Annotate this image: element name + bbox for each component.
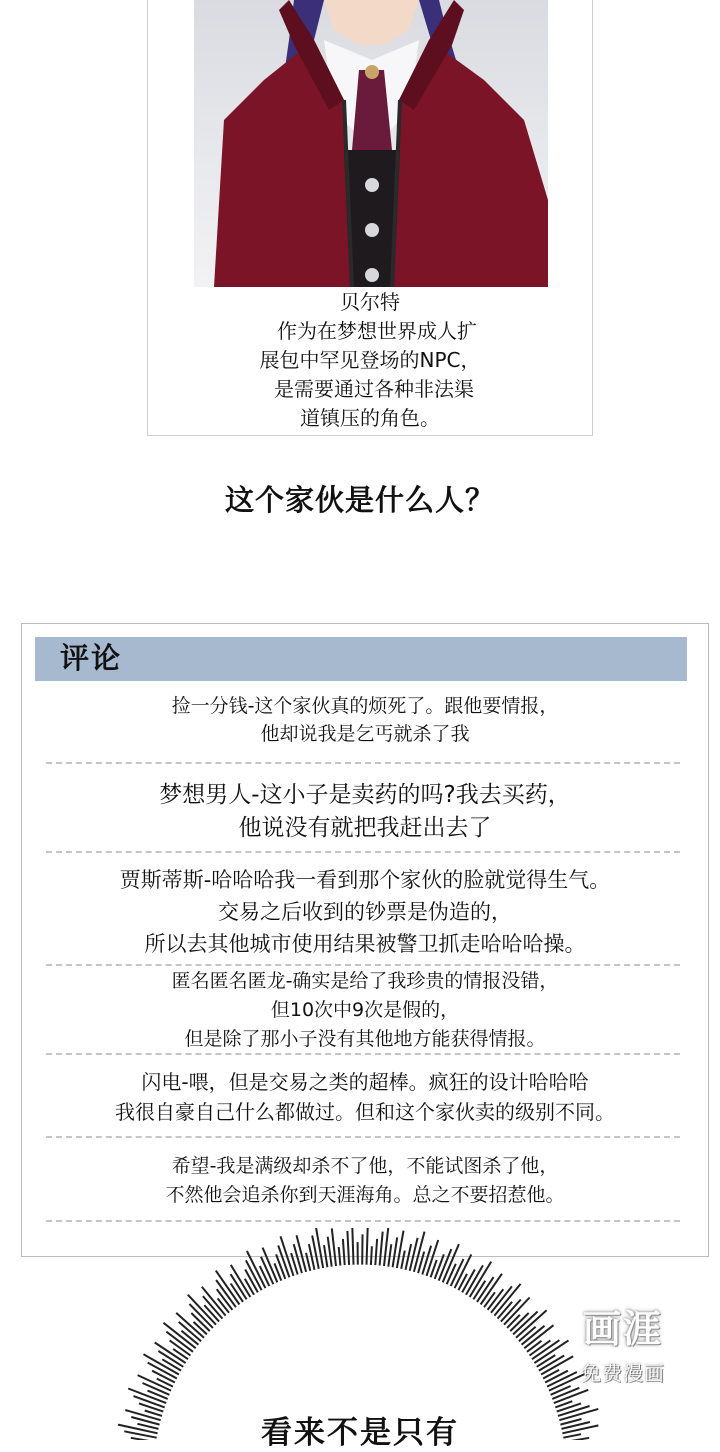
comment-line: 贾斯蒂斯-哈哈哈我一看到那个家伙的脸就觉得生气。 (119, 868, 611, 892)
comment-line: 不然他会追杀你到天涯海角。总之不要招惹他。 (165, 1184, 565, 1206)
character-description-line: 作为在梦想世界成人扩 (277, 319, 477, 343)
comment-line: 但是除了那小子没有其他地方能获得情报。 (184, 1028, 546, 1050)
comment-item (35, 967, 695, 1054)
comment-line: 但10次中9次是假的， (270, 999, 460, 1021)
comment-item (35, 1152, 695, 1210)
comment-item (35, 1067, 695, 1127)
comment-line: 梦想男人-这小子是卖药的吗?我去买药， (159, 782, 571, 808)
comment-item (35, 692, 695, 748)
character-description-line: 道镇压的角色。 (300, 406, 440, 430)
question-text: 这个家伙是什么人？ (224, 483, 495, 517)
comment-line: 希望-我是满级却杀不了他，不能试图杀了他， (171, 1155, 559, 1177)
watermark-subtitle: 免费漫画 (581, 1361, 665, 1385)
watermark (558, 1300, 688, 1410)
comments-header-bar (35, 637, 687, 681)
character-portrait (194, 0, 548, 287)
comment-line: 所以去其他城市使用结果被警卫抓走哈哈哈操。 (144, 932, 586, 956)
comment-line: 他却说我是乞丐就杀了我 (260, 723, 470, 745)
watermark-logo: 画涯 (582, 1307, 663, 1351)
character-description-line: 是需要通过各种非法渠 (274, 377, 474, 401)
comment-line: 交易之后收到的钞票是伪造的， (218, 900, 512, 924)
comment-item (35, 864, 695, 960)
comment-divider (46, 1220, 680, 1222)
comment-item (35, 779, 695, 845)
comment-line: 闪电-喂，但是交易之类的超棒。疯狂的设计哈哈哈 (141, 1070, 589, 1094)
burst-text: 看来不是只有 (261, 1415, 459, 1451)
comment-divider (46, 1053, 680, 1055)
comment-divider (46, 1136, 680, 1138)
comment-divider (46, 762, 680, 764)
comment-line: 匿名匿名匿龙-确实是给了我珍贵的情报没错， (171, 970, 559, 992)
comment-divider (46, 964, 680, 966)
character-name: 贝尔特 (340, 290, 400, 314)
character-description-line: 展包中罕见登场的NPC， (259, 348, 481, 372)
comment-line: 他说没有就把我赶出去了 (238, 815, 492, 841)
character-illustration (194, 0, 548, 287)
comment-line: 我很自豪自己什么都做过。但和这个家伙卖的级别不同。 (115, 1100, 615, 1124)
comment-line: 捡一分钱-这个家伙真的烦死了。跟他要情报， (171, 695, 559, 717)
comments-title: 评论 (60, 641, 123, 675)
comment-divider (46, 851, 680, 853)
character-caption (147, 288, 593, 433)
